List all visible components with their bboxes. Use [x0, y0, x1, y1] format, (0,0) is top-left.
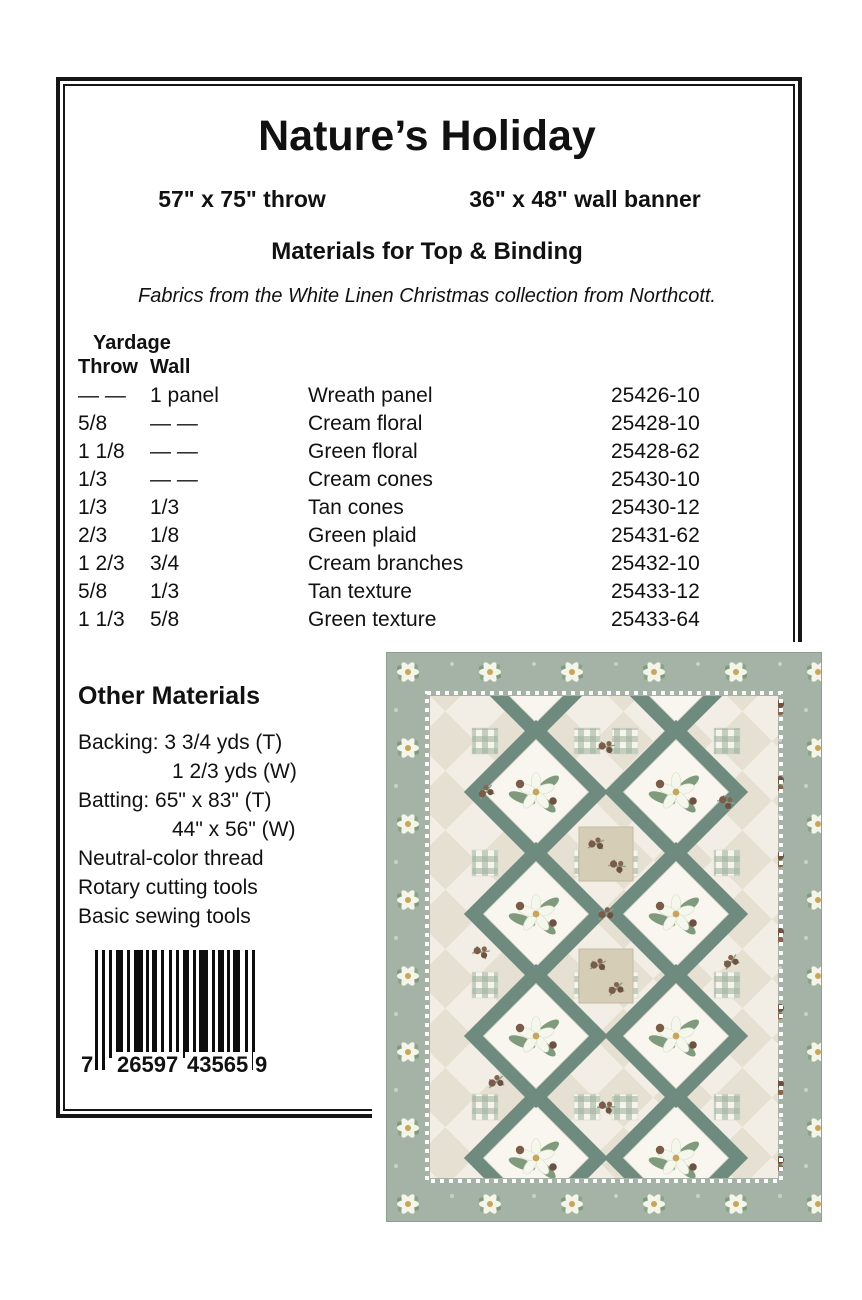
- quilt-image: [386, 652, 822, 1222]
- barcode-digit-group: 26597: [117, 1052, 179, 1077]
- page-title: Nature’s Holiday: [258, 112, 596, 160]
- yardage-wall: — —: [150, 468, 198, 491]
- material-line: Neutral-color thread: [78, 847, 264, 870]
- yardage-heading: Yardage: [93, 332, 171, 354]
- yardage-throw: — —: [78, 384, 126, 407]
- other-materials-list: [78, 728, 297, 931]
- yardage-wall: — —: [150, 412, 198, 435]
- yardage-throw: 2/3: [78, 524, 108, 547]
- yardage-throw: 5/8: [78, 412, 108, 435]
- wall-banner-size-label: 36" x 48" wall banner: [469, 186, 701, 212]
- yardage-code: 25433-12: [611, 580, 700, 603]
- column-header-wall: Wall: [150, 356, 191, 378]
- yardage-fabric: Green texture: [308, 608, 437, 631]
- fabrics-collection-note: Fabrics from the White Linen Christmas collection from Northcott.: [138, 285, 716, 307]
- yardage-fabric: Tan texture: [308, 580, 412, 603]
- material-line: Basic sewing tools: [78, 905, 251, 928]
- yardage-wall: 5/8: [150, 608, 180, 631]
- other-materials-heading: Other Materials: [78, 682, 261, 710]
- materials-heading: Materials for Top & Binding: [271, 238, 583, 265]
- yardage-throw: 1 2/3: [78, 552, 125, 575]
- yardage-throw: 1 1/3: [78, 608, 125, 631]
- yardage-wall: 1/8: [150, 524, 180, 547]
- yardage-throw: 1/3: [78, 496, 108, 519]
- material-line: Batting: 65" x 83" (T): [78, 789, 272, 812]
- yardage-code: 25432-10: [611, 552, 700, 575]
- yardage-wall: 1/3: [150, 496, 180, 519]
- yardage-fabric: Cream floral: [308, 412, 423, 435]
- yardage-fabric: Green floral: [308, 440, 418, 463]
- barcode-digit: 7: [81, 1052, 94, 1077]
- yardage-code: 25428-62: [611, 440, 700, 463]
- barcode-digit: 9: [255, 1052, 268, 1077]
- yardage-code: 25431-62: [611, 524, 700, 547]
- yardage-fabric: Cream branches: [308, 552, 464, 575]
- yardage-fabric: Tan cones: [308, 496, 404, 519]
- yardage-throw: 5/8: [78, 580, 108, 603]
- material-line: Backing: 3 3/4 yds (T): [78, 731, 283, 754]
- yardage-wall: 1 panel: [150, 384, 219, 407]
- yardage-table: [78, 382, 700, 634]
- yardage-code: 25428-10: [611, 412, 700, 435]
- yardage-wall: 1/3: [150, 580, 180, 603]
- upc-barcode: [81, 950, 268, 1082]
- yardage-fabric: Green plaid: [308, 524, 417, 547]
- yardage-code: 25430-12: [611, 496, 700, 519]
- barcode-digit-group: 43565: [187, 1052, 249, 1077]
- column-header-throw: Throw: [78, 356, 138, 378]
- yardage-code: 25433-64: [611, 608, 700, 631]
- material-line: 44" x 56" (W): [172, 818, 296, 841]
- yardage-code: 25430-10: [611, 468, 700, 491]
- yardage-wall: — —: [150, 440, 198, 463]
- yardage-throw: 1/3: [78, 468, 108, 491]
- yardage-wall: 3/4: [150, 552, 180, 575]
- quilt-photo: [372, 642, 834, 1234]
- yardage-code: 25426-10: [611, 384, 700, 407]
- yardage-throw: 1 1/8: [78, 440, 125, 463]
- yardage-fabric: Wreath panel: [308, 384, 433, 407]
- material-line: 1 2/3 yds (W): [172, 760, 297, 783]
- material-line: Rotary cutting tools: [78, 876, 258, 899]
- throw-size-label: 57" x 75" throw: [158, 186, 326, 212]
- yardage-fabric: Cream cones: [308, 468, 433, 491]
